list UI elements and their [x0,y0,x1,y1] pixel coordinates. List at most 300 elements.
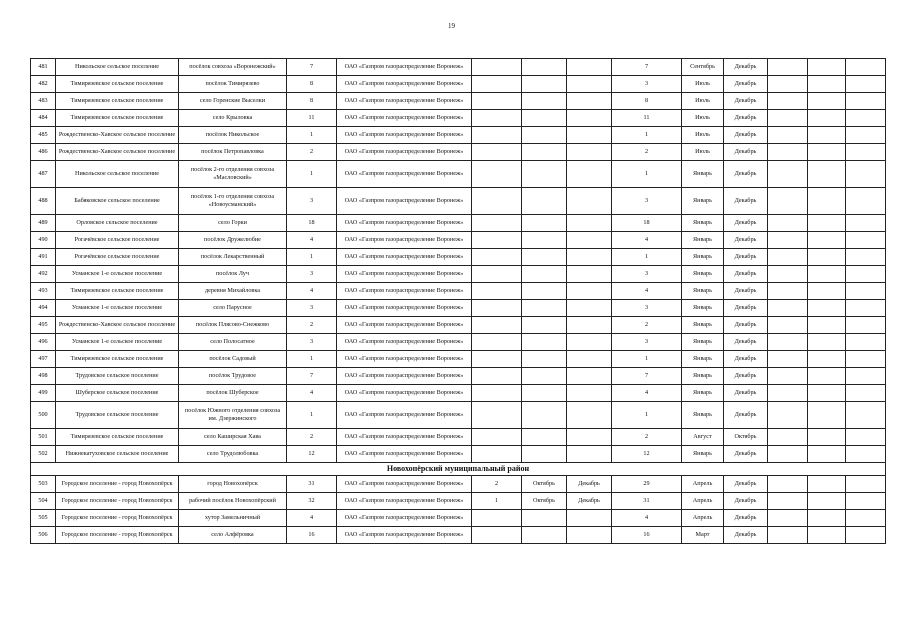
start-month-current [522,527,567,544]
page-number: 19 [448,22,455,30]
start-month-next: Январь [682,402,724,429]
count-current [472,266,522,283]
start-month-next: Июль [682,76,724,93]
empty-cell [846,76,886,93]
empty-cell [846,300,886,317]
count-next: 1 [612,249,682,266]
locality-name: село Горки [179,215,287,232]
table-row [31,493,886,510]
total-count: 7 [287,368,337,385]
empty-cell [846,527,886,544]
end-month-current [567,446,612,463]
total-count: 1 [287,127,337,144]
settlement-name: Трудовское сельское поселение [56,368,179,385]
start-month-current [522,317,567,334]
locality-name: село Крыловка [179,110,287,127]
locality-name: посёлок Никольское [179,127,287,144]
organization: ОАО «Газпром газораспределение Воронеж» [337,510,472,527]
settlement-name: Тимирязевское сельское поселение [56,110,179,127]
empty-cell [808,110,846,127]
count-next: 4 [612,283,682,300]
empty-cell [768,266,808,283]
table-row [31,300,886,317]
end-month-current [567,127,612,144]
start-month-current [522,110,567,127]
organization: ОАО «Газпром газораспределение Воронеж» [337,476,472,493]
organization: ОАО «Газпром газораспределение Воронеж» [337,317,472,334]
settlement-name: Усманское 1-е сельское поселение [56,266,179,283]
organization: ОАО «Газпром газораспределение Воронеж» [337,385,472,402]
start-month-next: Март [682,527,724,544]
locality-name: хутор Замельничный [179,510,287,527]
empty-cell [846,510,886,527]
end-month-current: Декабрь [567,493,612,510]
table-body-lower [31,476,886,544]
end-month-next: Декабрь [724,351,768,368]
total-count: 11 [287,110,337,127]
locality-name: посёлок Плясово-Снежково [179,317,287,334]
count-next: 3 [612,300,682,317]
end-month-next: Декабрь [724,527,768,544]
row-number: 503 [31,476,56,493]
empty-cell [846,161,886,188]
total-count: 3 [287,266,337,283]
end-month-next: Декабрь [724,59,768,76]
count-current [472,527,522,544]
empty-cell [808,93,846,110]
locality-name: посёлок Тимирязево [179,76,287,93]
row-number: 487 [31,161,56,188]
empty-cell [768,334,808,351]
table-row [31,188,886,215]
count-current [472,300,522,317]
start-month-next: Июль [682,127,724,144]
end-month-current [567,93,612,110]
empty-cell [808,161,846,188]
count-next: 3 [612,188,682,215]
settlement-name: Орловское сельское поселение [56,215,179,232]
count-next: 16 [612,527,682,544]
row-number: 489 [31,215,56,232]
table-row [31,351,886,368]
table-row [31,161,886,188]
row-number: 495 [31,317,56,334]
total-count: 16 [287,527,337,544]
organization: ОАО «Газпром газораспределение Воронеж» [337,249,472,266]
end-month-next: Декабрь [724,402,768,429]
count-next: 3 [612,266,682,283]
end-month-next: Декабрь [724,300,768,317]
end-month-current [567,527,612,544]
row-number: 499 [31,385,56,402]
end-month-current [567,334,612,351]
start-month-current [522,402,567,429]
row-number: 501 [31,429,56,446]
empty-cell [808,283,846,300]
end-month-next: Декабрь [724,283,768,300]
count-current [472,429,522,446]
total-count: 31 [287,476,337,493]
locality-name: рабочий посёлок Новохопёрский [179,493,287,510]
empty-cell [768,402,808,429]
table-row [31,334,886,351]
table-row [31,215,886,232]
empty-cell [808,527,846,544]
organization: ОАО «Газпром газораспределение Воронеж» [337,493,472,510]
empty-cell [768,144,808,161]
count-next: 4 [612,232,682,249]
organization: ОАО «Газпром газораспределение Воронеж» [337,144,472,161]
empty-cell [768,59,808,76]
settlement-name: Тимирязевское сельское поселение [56,76,179,93]
end-month-current [567,232,612,249]
settlement-name: Никольское сельское поселение [56,161,179,188]
settlement-name: Тимирязевское сельское поселение [56,429,179,446]
locality-name: село Алфёровка [179,527,287,544]
empty-cell [846,476,886,493]
total-count: 2 [287,317,337,334]
gasification-schedule-table [30,58,886,544]
count-current [472,76,522,93]
total-count: 1 [287,249,337,266]
end-month-current [567,76,612,93]
empty-cell [768,188,808,215]
locality-name: посёлок 1-го отделения совхоза «Новоусманский» [179,188,287,215]
table-row [31,402,886,429]
count-next: 7 [612,368,682,385]
locality-name: село Парусное [179,300,287,317]
organization: ОАО «Газпром газораспределение Воронеж» [337,232,472,249]
empty-cell [768,527,808,544]
empty-cell [846,144,886,161]
total-count: 4 [287,232,337,249]
organization: ОАО «Газпром газораспределение Воронеж» [337,110,472,127]
locality-name: посёлок 2-го отделения совхоза «Масловский» [179,161,287,188]
empty-cell [808,127,846,144]
row-number: 483 [31,93,56,110]
locality-name: село Горенские Выселки [179,93,287,110]
organization: ОАО «Газпром газораспределение Воронеж» [337,161,472,188]
empty-cell [768,249,808,266]
start-month-current [522,59,567,76]
table-row [31,446,886,463]
empty-cell [808,368,846,385]
empty-cell [808,510,846,527]
start-month-next: Январь [682,266,724,283]
empty-cell [846,110,886,127]
row-number: 493 [31,283,56,300]
end-month-current [567,510,612,527]
empty-cell [846,334,886,351]
empty-cell [768,317,808,334]
empty-cell [808,429,846,446]
empty-cell [846,283,886,300]
empty-cell [768,161,808,188]
empty-cell [808,188,846,215]
end-month-current [567,368,612,385]
row-number: 494 [31,300,56,317]
locality-name: посёлок Луч [179,266,287,283]
count-next: 8 [612,93,682,110]
empty-cell [768,300,808,317]
table-row [31,232,886,249]
empty-cell [808,385,846,402]
start-month-current: Октябрь [522,476,567,493]
end-month-current: Декабрь [567,476,612,493]
count-next: 18 [612,215,682,232]
start-month-next: Апрель [682,510,724,527]
count-current: 1 [472,493,522,510]
row-number: 492 [31,266,56,283]
end-month-next: Декабрь [724,334,768,351]
empty-cell [768,351,808,368]
total-count: 2 [287,144,337,161]
organization: ОАО «Газпром газораспределение Воронеж» [337,283,472,300]
end-month-current [567,317,612,334]
count-next: 4 [612,510,682,527]
empty-cell [846,266,886,283]
empty-cell [846,188,886,215]
end-month-current [567,188,612,215]
count-current [472,232,522,249]
empty-cell [846,127,886,144]
empty-cell [846,368,886,385]
empty-cell [846,215,886,232]
empty-cell [768,429,808,446]
section-header-body [31,463,886,476]
start-month-next: Январь [682,283,724,300]
organization: ОАО «Газпром газораспределение Воронеж» [337,93,472,110]
end-month-next: Декабрь [724,110,768,127]
section-title: Новохопёрский муниципальный район [31,463,886,476]
settlement-name: Рогачёвское сельское поселение [56,232,179,249]
empty-cell [768,110,808,127]
table-row [31,110,886,127]
row-number: 496 [31,334,56,351]
settlement-name: Шуберское сельское поселение [56,385,179,402]
table-row [31,93,886,110]
empty-cell [846,429,886,446]
end-month-current [567,249,612,266]
count-next: 2 [612,317,682,334]
row-number: 500 [31,402,56,429]
end-month-current [567,300,612,317]
start-month-next: Август [682,429,724,446]
locality-name: посёлок Садовый [179,351,287,368]
empty-cell [808,446,846,463]
start-month-next: Январь [682,351,724,368]
settlement-name: Городское поселение - город Новохопёрск [56,510,179,527]
settlement-name: Рождественско-Хавское сельское поселение [56,317,179,334]
end-month-current [567,161,612,188]
empty-cell [846,402,886,429]
start-month-current [522,127,567,144]
start-month-current [522,334,567,351]
empty-cell [768,283,808,300]
settlement-name: Тимирязевское сельское поселение [56,93,179,110]
end-month-next: Декабрь [724,232,768,249]
start-month-next: Январь [682,188,724,215]
locality-name: деревня Михайловка [179,283,287,300]
empty-cell [846,249,886,266]
row-number: 491 [31,249,56,266]
row-number: 482 [31,76,56,93]
start-month-current [522,266,567,283]
table-row [31,283,886,300]
table-row [31,510,886,527]
row-number: 505 [31,510,56,527]
start-month-current [522,385,567,402]
organization: ОАО «Газпром газораспределение Воронеж» [337,266,472,283]
settlement-name: Усманское 1-е сельское поселение [56,300,179,317]
end-month-next: Декабрь [724,368,768,385]
count-current [472,351,522,368]
end-month-current [567,385,612,402]
empty-cell [846,93,886,110]
table-row [31,127,886,144]
table-row [31,266,886,283]
organization: ОАО «Газпром газораспределение Воронеж» [337,527,472,544]
total-count: 1 [287,161,337,188]
end-month-next: Декабрь [724,215,768,232]
count-current [472,93,522,110]
settlement-name: Нижнекатуховское сельское поселение [56,446,179,463]
end-month-current [567,110,612,127]
count-next: 1 [612,402,682,429]
start-month-current [522,283,567,300]
settlement-name: Городское поселение - город Новохопёрск [56,527,179,544]
empty-cell [846,493,886,510]
empty-cell [768,368,808,385]
table-row [31,385,886,402]
empty-cell [808,249,846,266]
start-month-current [522,232,567,249]
start-month-next: Январь [682,215,724,232]
row-number: 488 [31,188,56,215]
empty-cell [768,127,808,144]
settlement-name: Тимирязевское сельское поселение [56,283,179,300]
organization: ОАО «Газпром газораспределение Воронеж» [337,215,472,232]
start-month-current [522,161,567,188]
end-month-current [567,402,612,429]
count-current [472,161,522,188]
count-current [472,215,522,232]
count-next: 7 [612,59,682,76]
settlement-name: Трудовское сельское поселение [56,402,179,429]
row-number: 504 [31,493,56,510]
locality-name: посёлок совхоза «Воронежский» [179,59,287,76]
count-next: 1 [612,161,682,188]
count-current [472,368,522,385]
empty-cell [846,446,886,463]
total-count: 7 [287,59,337,76]
empty-cell [846,59,886,76]
end-month-next: Декабрь [724,493,768,510]
start-month-current [522,429,567,446]
total-count: 4 [287,283,337,300]
start-month-current [522,510,567,527]
table-body-upper [31,59,886,463]
total-count: 3 [287,334,337,351]
start-month-current [522,144,567,161]
count-current [472,402,522,429]
start-month-next: Апрель [682,476,724,493]
empty-cell [808,351,846,368]
empty-cell [808,215,846,232]
end-month-next: Декабрь [724,476,768,493]
count-current [472,188,522,215]
table-row [31,59,886,76]
empty-cell [808,300,846,317]
table-row [31,429,886,446]
locality-name: село Полосатное [179,334,287,351]
end-month-current [567,215,612,232]
organization: ОАО «Газпром газораспределение Воронеж» [337,351,472,368]
settlement-name: Рогачёвское сельское поселение [56,249,179,266]
count-current [472,446,522,463]
count-current [472,510,522,527]
end-month-next: Декабрь [724,385,768,402]
start-month-next: Январь [682,317,724,334]
empty-cell [768,385,808,402]
start-month-next: Январь [682,334,724,351]
table-row [31,249,886,266]
empty-cell [808,476,846,493]
end-month-next: Декабрь [724,161,768,188]
settlement-name: Тимирязевское сельское поселение [56,351,179,368]
end-month-current [567,144,612,161]
organization: ОАО «Газпром газораспределение Воронеж» [337,188,472,215]
empty-cell [846,232,886,249]
count-current [472,283,522,300]
count-next: 12 [612,446,682,463]
row-number: 498 [31,368,56,385]
empty-cell [808,402,846,429]
start-month-next: Январь [682,368,724,385]
total-count: 1 [287,351,337,368]
start-month-current [522,351,567,368]
empty-cell [808,266,846,283]
start-month-next: Июль [682,110,724,127]
count-next: 4 [612,385,682,402]
row-number: 490 [31,232,56,249]
settlement-name: Бабяковское сельское поселение [56,188,179,215]
count-current [472,110,522,127]
count-next: 3 [612,334,682,351]
row-number: 486 [31,144,56,161]
end-month-next: Октябрь [724,429,768,446]
organization: ОАО «Газпром газораспределение Воронеж» [337,300,472,317]
organization: ОАО «Газпром газораспределение Воронеж» [337,368,472,385]
end-month-current [567,266,612,283]
empty-cell [808,317,846,334]
table-row [31,368,886,385]
empty-cell [846,351,886,368]
end-month-next: Декабрь [724,510,768,527]
locality-name: посёлок Петропавловка [179,144,287,161]
total-count: 12 [287,446,337,463]
count-next: 31 [612,493,682,510]
total-count: 3 [287,188,337,215]
row-number: 485 [31,127,56,144]
count-current [472,317,522,334]
count-current [472,385,522,402]
count-next: 3 [612,76,682,93]
locality-name: посёлок Южного отделения совхоза им. Дзержинского [179,402,287,429]
start-month-current [522,368,567,385]
settlement-name: Городское поселение - город Новохопёрск [56,476,179,493]
organization: ОАО «Газпром газораспределение Воронеж» [337,334,472,351]
